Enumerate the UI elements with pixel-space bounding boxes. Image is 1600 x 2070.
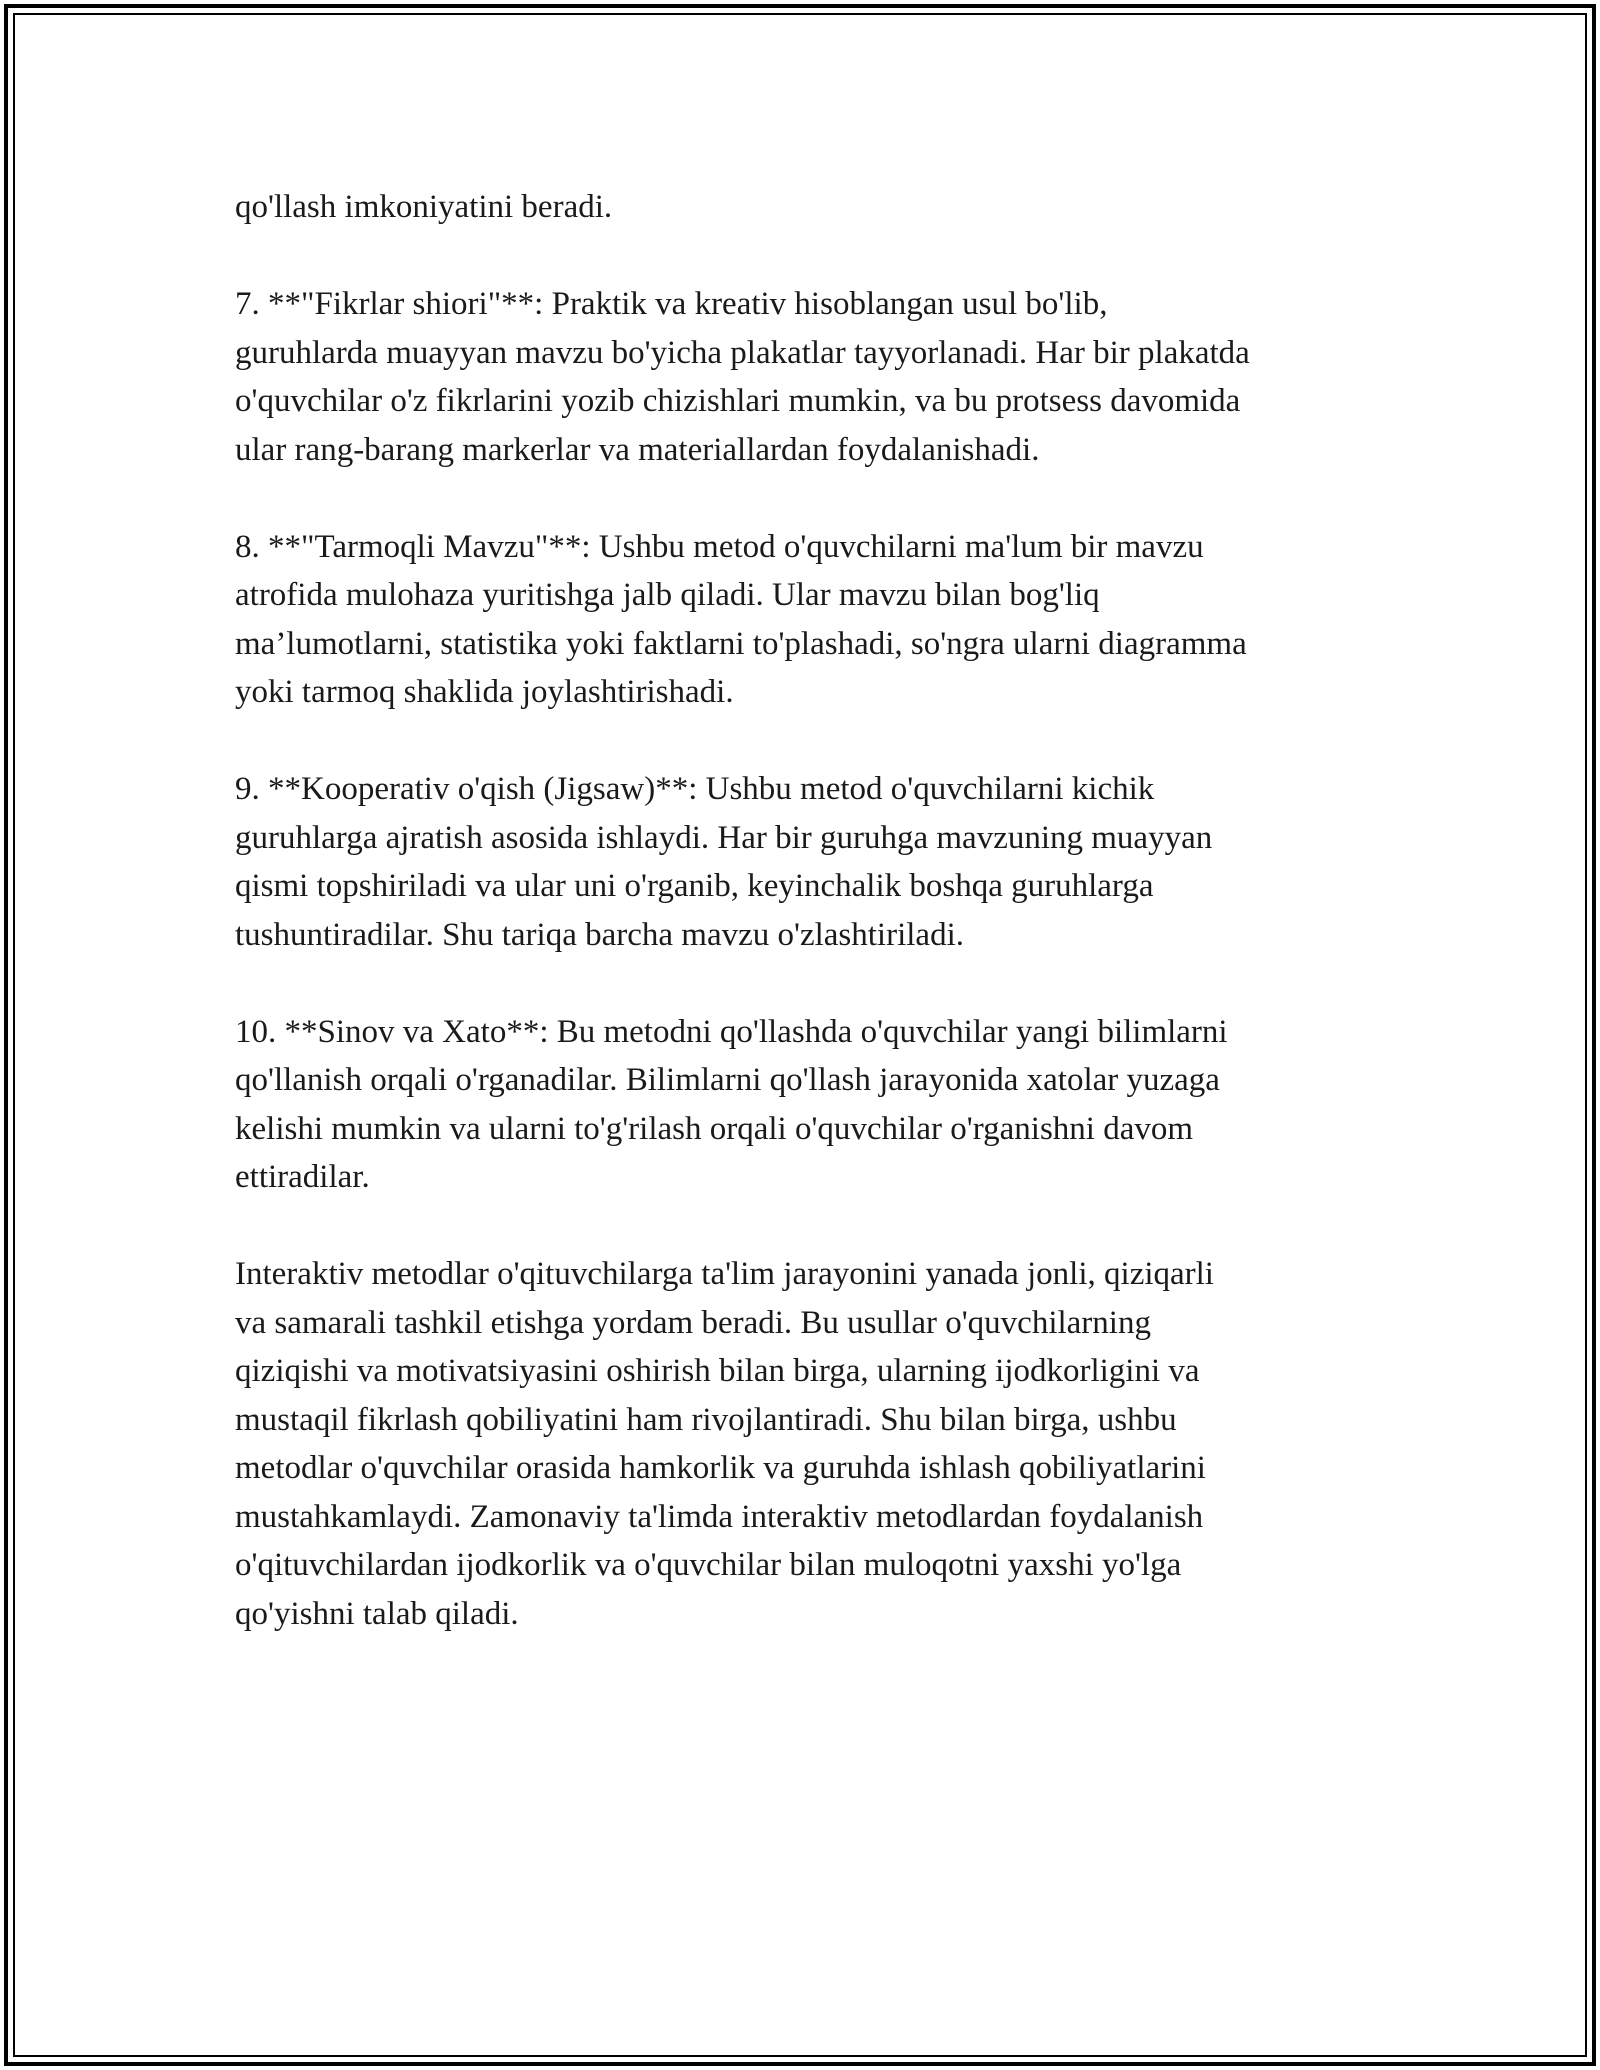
text-line: Interaktiv metodlar o'qituvchilarga ta'lim jarayonini yanada jonli, qiziqarli (235, 1256, 1214, 1292)
text-line: mustaqil fikrlash qobiliyatini ham rivojlantiradi. Shu bilan birga, ushbu (235, 1401, 1177, 1438)
text-line: qismi topshiriladi va ular uni o'rganib, keyinchalik boshqa guruhlarga (235, 868, 1154, 904)
text-line: tushuntiradilar. Shu tariqa barcha mavzu o'zlashtiriladi. (235, 916, 964, 953)
text-line: 7. **"Fikrlar shiori"**: Praktik va kreativ hisoblangan usul bo'lib, (235, 286, 1108, 322)
text-line: 8. **"Tarmoqli Mavzu"**: Ushbu metod o'quvchilarni ma'lum bir mavzu (235, 528, 1204, 565)
text-line: o'quvchilar o'z fikrlarini yozib chizishlari mumkin, va bu protsess davomida (235, 383, 1241, 419)
text-line: metodlar o'quvchilar orasida hamkorlik va guruhda ishlash qobiliyatlarini (235, 1450, 1206, 1486)
text-line: guruhlarga ajratish asosida ishlaydi. Har bir guruhga mavzuning muayyan (235, 819, 1213, 856)
text-line: qo'yishni talab qiladi. (235, 1595, 519, 1632)
text-line: qiziqishi va motivatsiyasini oshirish bilan birga, ularning ijodkorligini va (235, 1353, 1200, 1389)
paragraph-conclusion (235, 1250, 1375, 1638)
text-line: atrofida mulohaza yuritishga jalb qiladi. Ular mavzu bilan bog'liq (235, 577, 1100, 613)
paragraph-continuation (235, 183, 1375, 232)
text-line: 10. **Sinov va Xato**: Bu metodni qo'llashda o'quvchilar yangi bilimlarni (235, 1013, 1228, 1050)
text-line: va samarali tashkil etishga yordam beradi. Bu usullar o'quvchilarning (235, 1304, 1151, 1341)
text-line: mustahkamlaydi. Zamonaviy ta'limda interaktiv metodlardan foydalanish (235, 1498, 1204, 1535)
text-line: o'qituvchilardan ijodkorlik va o'quvchilar bilan muloqotni yaxshi yo'lga (235, 1547, 1182, 1583)
text-line: qo'llash imkoniyatini beradi. (235, 189, 613, 225)
text-line: kelishi mumkin va ularni to'g'rilash orqali o'quvchilar o'rganishni davom (235, 1110, 1194, 1147)
document-body (235, 183, 1375, 1687)
paragraph-method-10 (235, 1008, 1375, 1202)
text-line: qo'llanish orqali o'rganadilar. Bilimlarni qo'llash jarayonida xatolar yuzaga (235, 1062, 1220, 1098)
text-line: guruhlarda muayyan mavzu bo'yicha plakatlar tayyorlanadi. Har bir plakatda (235, 334, 1250, 371)
text-line: ular rang-barang markerlar va materiallardan foydalanishadi. (235, 431, 1040, 468)
paragraph-method-9 (235, 765, 1375, 959)
text-line: ma’lumotlarni, statistika yoki faktlarni to'plashadi, so'ngra ularni diagramma (235, 625, 1247, 662)
text-line: ettiradilar. (235, 1159, 370, 1195)
paragraph-method-7 (235, 280, 1375, 474)
text-line: yoki tarmoq shaklida joylashtirishadi. (235, 674, 734, 710)
text-line: 9. **Kooperativ o'qish (Jigsaw)**: Ushbu metod o'quvchilarni kichik (235, 771, 1155, 807)
paragraph-method-8 (235, 523, 1375, 717)
